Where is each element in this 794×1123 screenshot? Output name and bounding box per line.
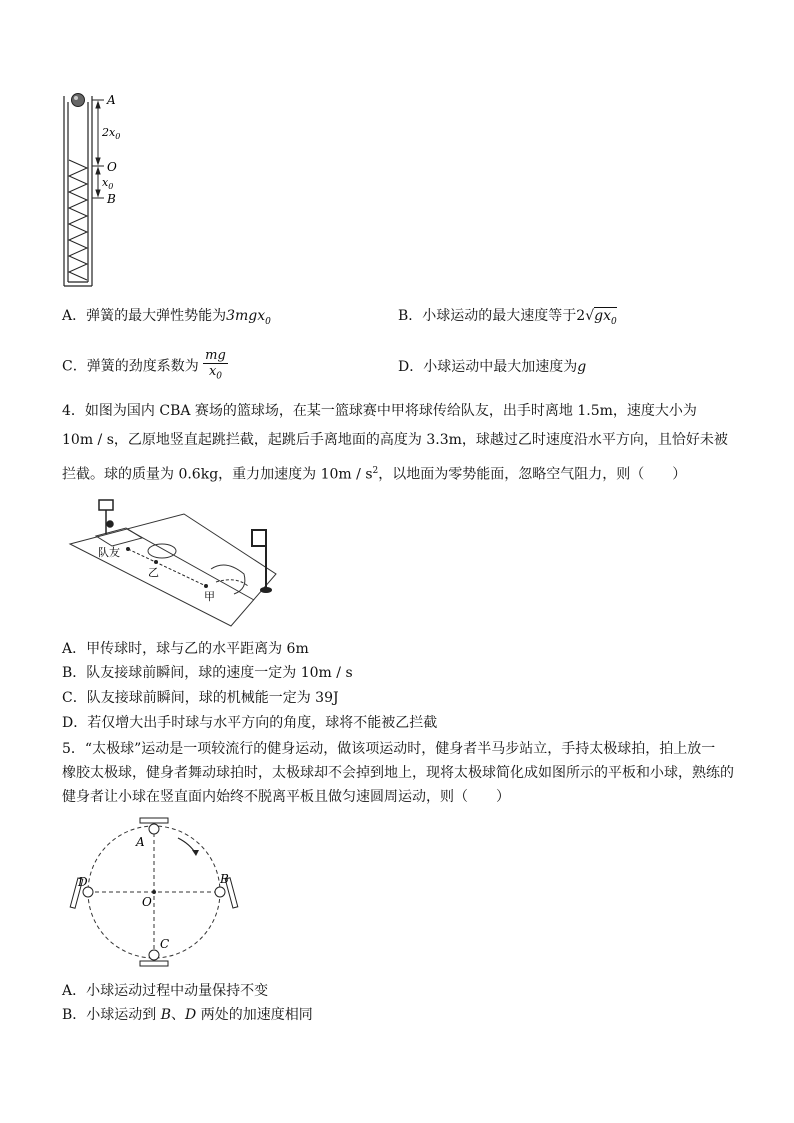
label-teammate: 队友 xyxy=(98,546,120,559)
taichi-circle-figure xyxy=(66,814,242,974)
hoop-left xyxy=(99,500,113,534)
q3-option-c[interactable]: C．弹簧的劲度系数为 $\frac{mg}{x_0}$ xyxy=(62,348,228,385)
q4-stem-line3: 拦截。球的质量为 0.6kg，重力加速度为 $10m / s^2$，以地面为零势能面，忽略空气阻力，则（ ） xyxy=(62,466,687,483)
label-jia: 甲 xyxy=(204,590,215,603)
q3-option-a[interactable]: A．弹簧的最大弹性势能为3mgx$_0$ xyxy=(62,308,271,327)
label-d: D xyxy=(78,875,88,889)
plate-top xyxy=(140,818,168,834)
q3-option-d[interactable]: D．小球运动中最大加速度为g xyxy=(398,359,587,375)
center-point xyxy=(152,890,156,894)
plate-bottom xyxy=(140,950,168,966)
q3-option-b[interactable]: B．小球运动的最大速度等于$2√gx_0$ xyxy=(398,308,617,327)
q5-stem-line1: 5．“太极球”运动是一项较流行的健身运动，做该项运动时，健身者半马步站立，手持太极球拍，拍上放一 xyxy=(62,741,716,757)
q5-option-b[interactable]: B．小球运动到 B、D 两处的加速度相同 xyxy=(62,1007,313,1023)
label-yi: 乙 xyxy=(148,566,159,579)
sqrt-symbol: √ xyxy=(585,308,595,324)
q5-stem-line3: 健身者让小球在竖直面内始终不脱离平板且做匀速圆周运动，则（ ） xyxy=(62,789,510,805)
q4-option-a[interactable]: A．甲传球时，球与乙的水平距离为 6m xyxy=(62,641,309,657)
q4-option-b[interactable]: B．队友接球前瞬间，球的速度一定为 10m / s xyxy=(62,665,353,681)
spring-tube-figure xyxy=(58,86,148,292)
q4-stem-line1: 4．如图为国内 CBA 赛场的篮球场，在某一篮球赛中甲将球传给队友，出手时离地 1.5m，速度大小为 xyxy=(62,403,697,419)
label-x0: $x_0$ xyxy=(102,176,114,191)
q4-stem-line2: 10m / s，乙原地竖直起跳拦截，起跳后手离地面的高度为 3.3m，球越过乙时速度沿水平方向，且恰好未被 xyxy=(62,432,728,448)
label-2x0: $2x_0$ xyxy=(102,126,121,141)
label-c: C xyxy=(160,937,170,951)
label-a: A xyxy=(107,93,116,107)
ball xyxy=(72,94,85,107)
spring xyxy=(69,160,87,280)
label-a: A xyxy=(136,835,145,849)
label-o: O xyxy=(142,895,152,909)
court xyxy=(70,514,276,626)
fraction-mg-x0: $\frac{mg}{x_0}$ xyxy=(205,348,226,382)
label-b: B xyxy=(107,192,116,206)
label-o: O xyxy=(107,160,117,174)
basketball-court-figure xyxy=(66,494,286,630)
q5-option-a[interactable]: A．小球运动过程中动量保持不变 xyxy=(62,983,269,999)
q5-stem-line2: 橡胶太极球，健身者舞动球拍时，太极球却不会掉到地上，现将太极球简化成如图所示的平板和小球，熟练的 xyxy=(62,765,734,781)
q4-option-d[interactable]: D．若仅增大出手时球与水平方向的角度，球将不能被乙拦截 xyxy=(62,715,438,731)
direction-arrow xyxy=(178,838,199,856)
tube xyxy=(64,96,92,286)
q4-option-c[interactable]: C．队友接球前瞬间，球的机械能一定为 39J xyxy=(62,690,339,706)
label-b: B xyxy=(220,872,229,886)
